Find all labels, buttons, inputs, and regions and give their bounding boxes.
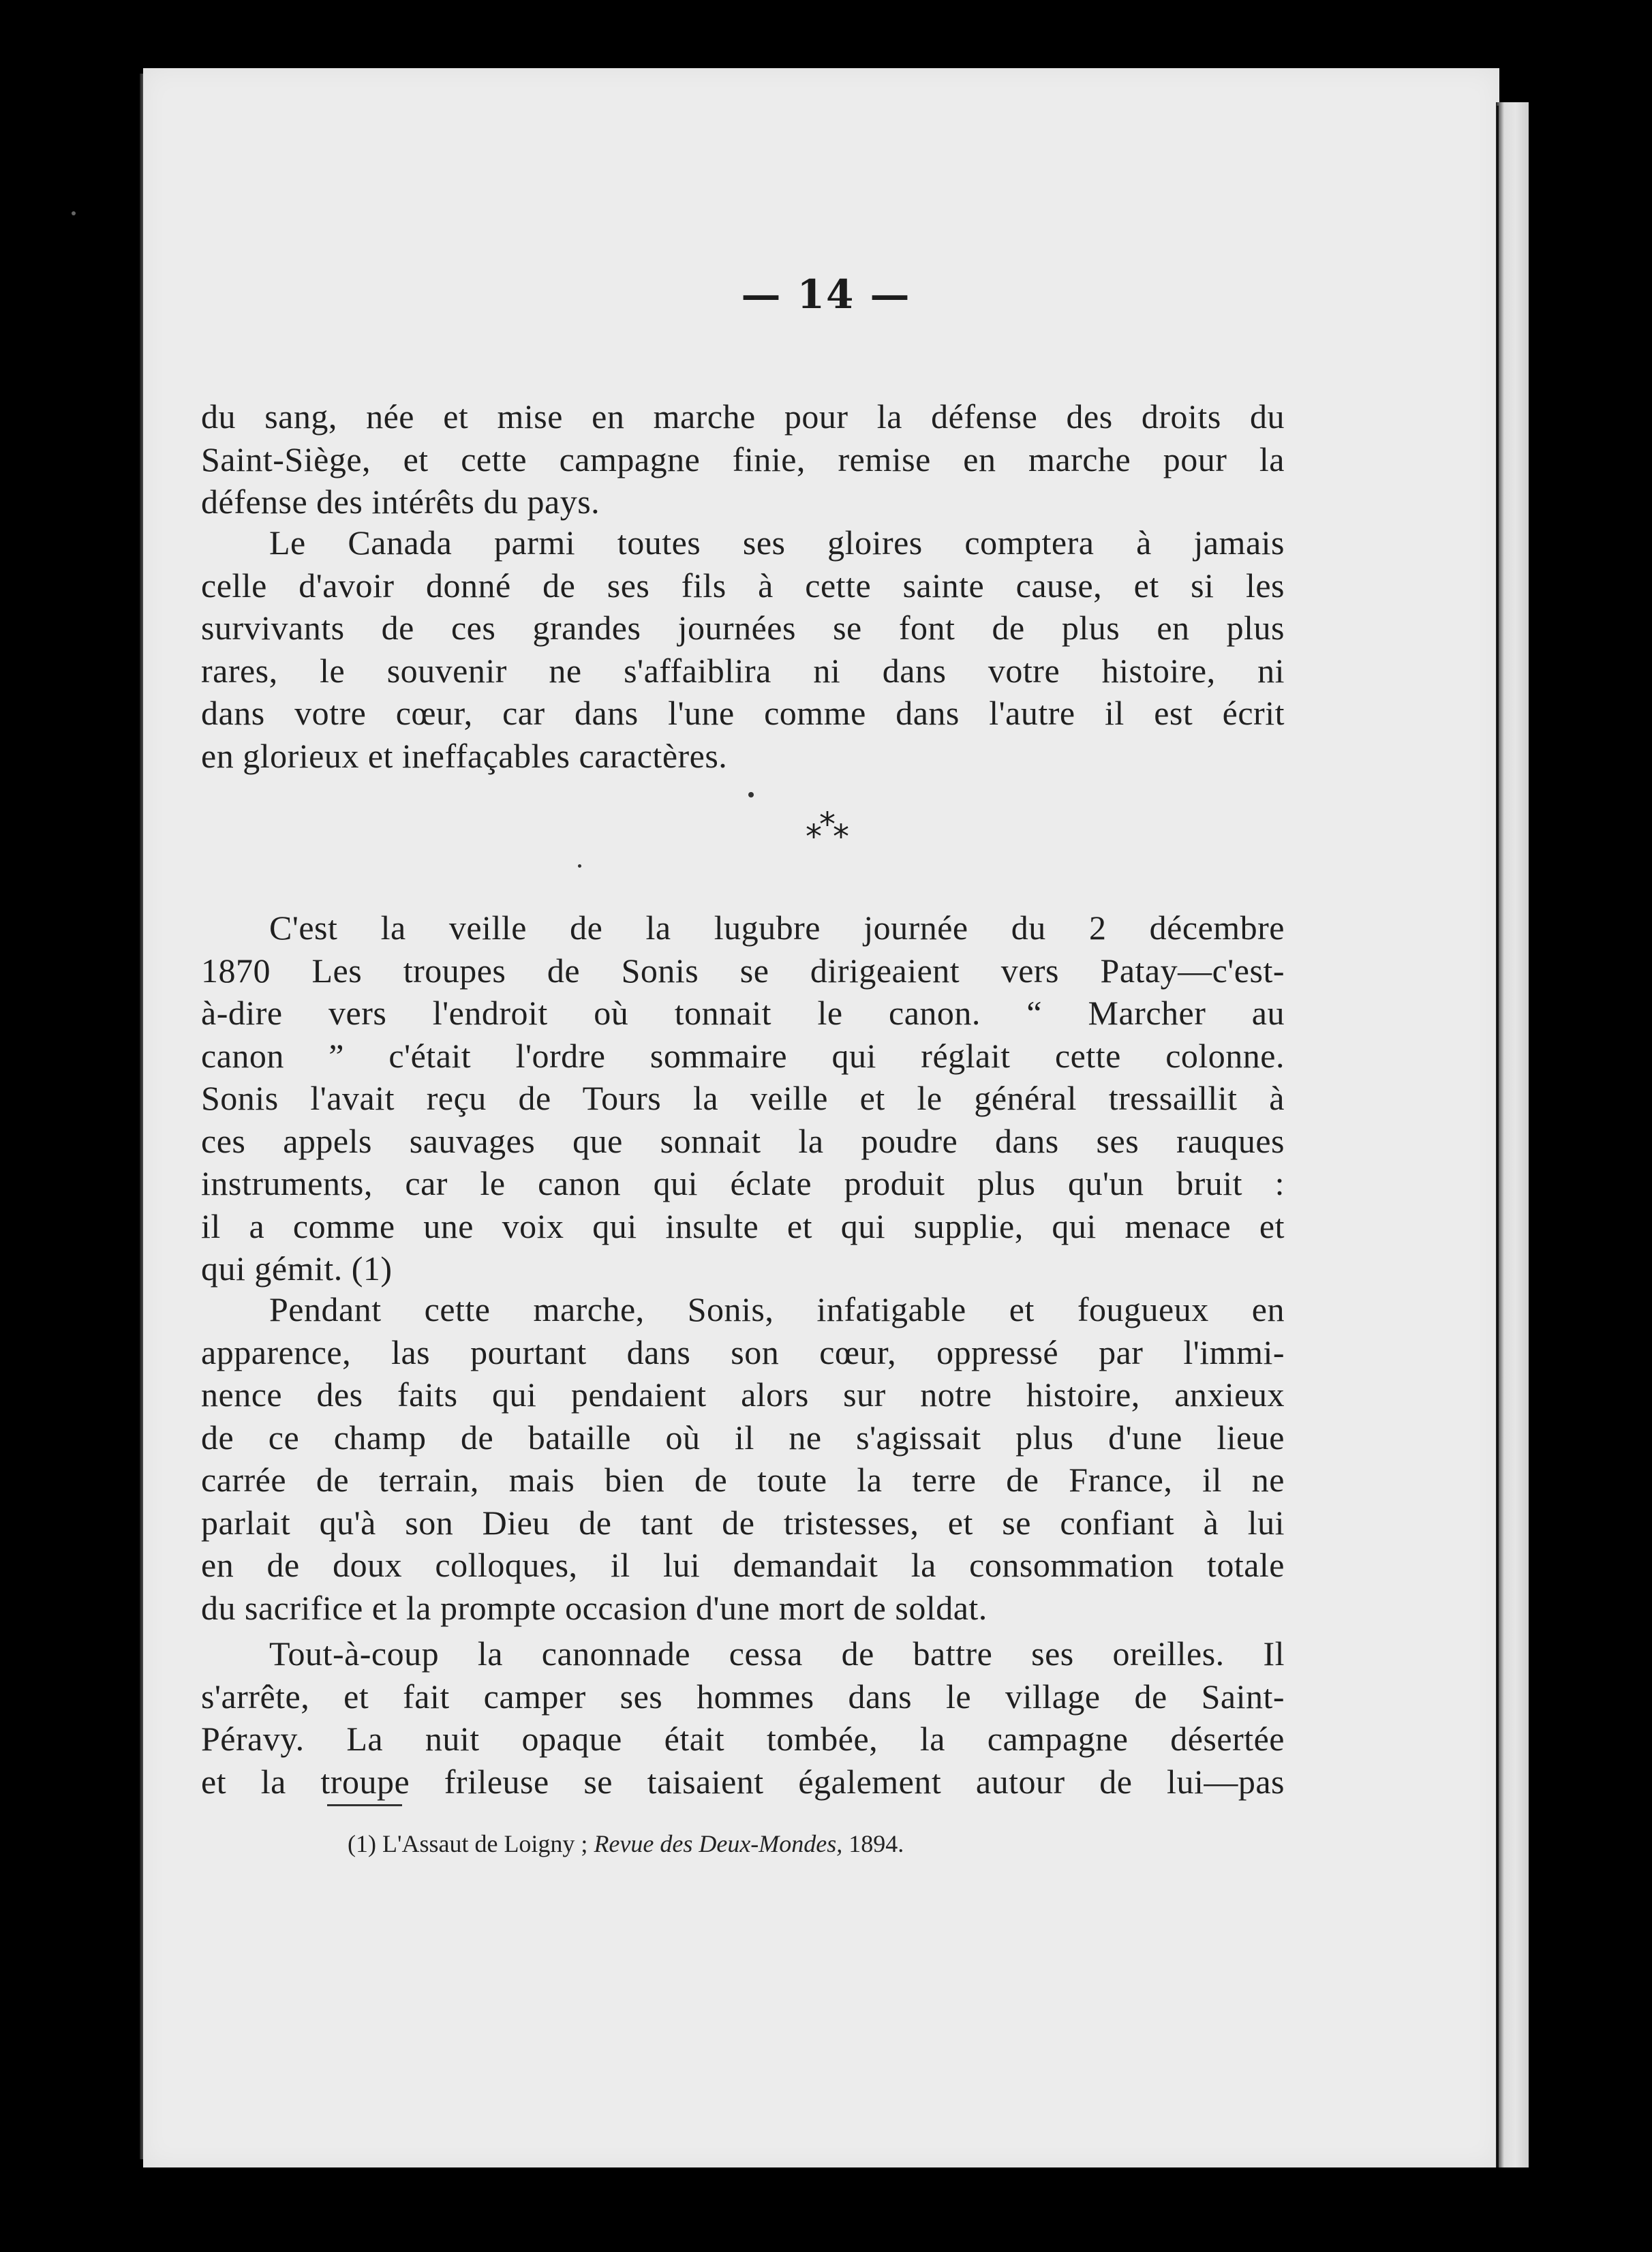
text-line: du sacrifice et la prompte occasion d'une mort de soldat. (201, 1588, 988, 1627)
footnote-source: Revue des Deux-Mondes, (594, 1830, 843, 1857)
text-line: ces appels sauvages que sonnait la poudre dans ses rauques (201, 1121, 1285, 1160)
page-fold-line (1497, 106, 1499, 2202)
text-line: défense des intérêts du pays. (201, 483, 600, 521)
paragraph-canada (201, 521, 1285, 777)
text-line: apparence, las pourtant dans son cœur, oppressé par l'immi- (201, 1333, 1285, 1371)
text-line: en de doux colloques, il lui demandait la consommation totale (201, 1546, 1285, 1584)
text-line: instruments, car le canon qui éclate produit plus qu'un bruit : (201, 1164, 1285, 1202)
footnote-rule (327, 1804, 402, 1806)
scan-speck (578, 864, 581, 868)
text-line: Sonis l'avait reçu de Tours la veille et le général tressaillit à (201, 1079, 1285, 1117)
text-line: Tout-à-coup la canonnade cessa de battre ses oreilles. Il (269, 1634, 1285, 1673)
text-line: du sang, née et mise en marche pour la défense des droits du (201, 397, 1285, 436)
next-page-edge (1496, 102, 1529, 2202)
text-line: Le Canada parmi toutes ses gloires comptera à jamais (269, 523, 1285, 562)
separator-star-icon: * (806, 818, 819, 856)
paragraph-canonnade (201, 1632, 1285, 1803)
text-line: en glorieux et ineffaçables caractères. (201, 736, 728, 775)
section-separator (0, 806, 1652, 856)
text-line: 1870 Les troupes de Sonis se dirigeaient vers Patay—c'est- (201, 951, 1285, 990)
paragraph-veille (201, 907, 1285, 1290)
text-line: il a comme une voix qui insulte et qui supplie, qui menace et (201, 1206, 1285, 1245)
text-line: dans votre cœur, car dans l'une comme dans l'autre il est écrit (201, 694, 1285, 732)
text-line: parlait qu'à son Dieu de tant de tristesses, et se confiant à lui (201, 1503, 1285, 1542)
text-line: Péravy. La nuit opaque était tombée, la campagne désertée (201, 1720, 1285, 1758)
text-line: carrée de terrain, mais bien de toute la terre de France, il ne (201, 1461, 1285, 1499)
text-line: qui gémit. (1) (201, 1249, 393, 1288)
paragraph-marche (201, 1288, 1285, 1629)
footnote (348, 1829, 904, 1858)
text-line: canon ” c'était l'ordre sommaire qui réglait cette colonne. (201, 1036, 1285, 1075)
paragraph-continuation (201, 395, 1285, 523)
scan-bottom-border (136, 2167, 1533, 2252)
footnote-text: L'Assaut de Loigny ; (382, 1830, 588, 1857)
scan-speck (72, 211, 76, 215)
text-line: nence des faits qui pendaient alors sur notre histoire, anxieux (201, 1375, 1285, 1414)
text-line: Pendant cette marche, Sonis, infatigable et fougueux en (269, 1290, 1285, 1328)
separator-star-icon: * (833, 818, 846, 856)
text-line: de ce champ de bataille où il ne s'agissait plus d'une lieue (201, 1418, 1285, 1457)
page-number: — 14 — (741, 271, 911, 318)
text-line: à-dire vers l'endroit où tonnait le canon. “ Marcher au (201, 994, 1285, 1032)
text-line: C'est la veille de la lugubre journée du 2 décembre (269, 909, 1285, 947)
text-line: s'arrête, et fait camper ses hommes dans le village de Saint- (201, 1677, 1285, 1716)
text-line: rares, le souvenir ne s'affaiblira ni dans votre histoire, ni (201, 651, 1285, 690)
footnote-marker: (1) (348, 1830, 376, 1857)
text-line: Saint-Siège, et cette campagne finie, remise en marche pour la (201, 440, 1285, 478)
footnote-year: 1894. (848, 1830, 904, 1857)
text-line: et la troupe frileuse se taisaient également autour de lui—pas (201, 1762, 1285, 1801)
separator-star-icon: * (819, 806, 833, 844)
text-line: celle d'avoir donné de ses fils à cette sainte cause, et si les (201, 566, 1285, 605)
text-line: survivants de ces grandes journées se font de plus en plus (201, 609, 1285, 647)
scan-speck (748, 792, 754, 797)
